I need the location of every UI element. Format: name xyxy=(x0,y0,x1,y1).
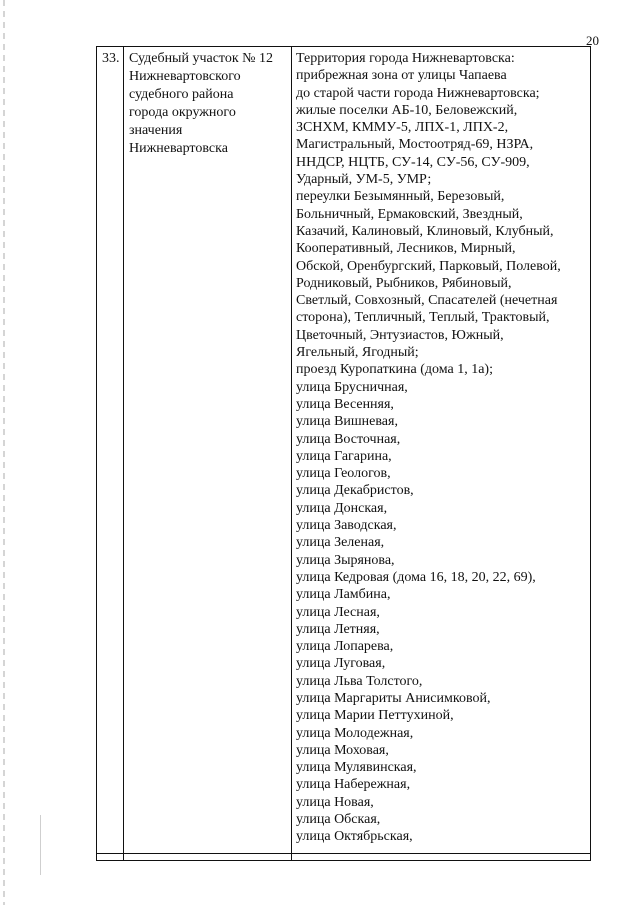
court-districts-table xyxy=(96,46,591,861)
territory-line: Магистральный, Мостоотряд-69, НЗРА, xyxy=(296,137,534,153)
territory-description xyxy=(292,47,591,861)
territory-line: улица Новая, xyxy=(296,794,374,810)
territory-line: улица Марии Петтухиной, xyxy=(296,708,454,724)
territory-line: улица Лесная, xyxy=(296,604,380,620)
territory-line: улица Весенняя, xyxy=(296,396,394,412)
territory-line: улица Летняя, xyxy=(296,621,380,637)
scan-edge-artifact xyxy=(3,0,5,905)
territory-line: улица Декабристов, xyxy=(296,483,414,499)
territory-line: Цветочный, Энтузиастов, Южный, xyxy=(296,327,504,343)
territory-line: улица Донская, xyxy=(296,500,388,516)
territory-line: улица Брусничная, xyxy=(296,379,408,395)
territory-line: улица Зеленая, xyxy=(296,535,385,551)
territory-line: Светлый, Совхозный, Спасателей (нечетная xyxy=(296,293,558,309)
territory-line: улица Набережная, xyxy=(296,777,411,793)
territory-line: жилые поселки АБ-10, Беловежский, xyxy=(296,102,518,118)
territory-line: ЗСНХМ, КММУ-5, ЛПХ-1, ЛПХ-2, xyxy=(296,120,509,136)
territory-line: Родниковый, Рыбников, Рябиновый, xyxy=(296,275,512,291)
table-bottom-border xyxy=(96,853,590,854)
table-row xyxy=(97,47,591,861)
territory-line: улица Молодежная, xyxy=(296,725,414,741)
territory-line: улица Луговая, xyxy=(296,656,386,672)
territory-line: улица Гагарина, xyxy=(296,448,392,464)
territory-list xyxy=(296,50,588,846)
territory-line: Больничный, Ермаковский, Звездный, xyxy=(296,206,523,222)
territory-line: Обской, Оренбургский, Парковый, Полевой, xyxy=(296,258,561,274)
territory-line: улица Маргариты Анисимковой, xyxy=(296,690,491,706)
court-district-name: Судебный участок № 12 Нижневартовского судебного района города окружного значения Нижневартовска xyxy=(124,47,292,861)
territory-line: улица Моховая, xyxy=(296,742,389,758)
territory-line: улица Геологов, xyxy=(296,466,391,482)
territory-line: улица Ламбина, xyxy=(296,587,391,603)
row-number: 33. xyxy=(97,47,124,861)
territory-line: ННДСР, НЦТБ, СУ-14, СУ-56, СУ-909, xyxy=(296,154,530,170)
territory-line: улица Зырянова, xyxy=(296,552,395,568)
territory-line: прибрежная зона от улицы Чапаева xyxy=(296,68,507,84)
territory-line: Ягельный, Ягодный; xyxy=(296,345,419,361)
territory-line: улица Обская, xyxy=(296,812,381,828)
territory-line: проезд Куропаткина (дома 1, 1а); xyxy=(296,362,493,378)
territory-line: улица Льва Толстого, xyxy=(296,673,423,689)
territory-line: улица Лопарева, xyxy=(296,639,394,655)
scan-mark-artifact xyxy=(40,815,41,875)
page-number: 20 xyxy=(586,33,599,48)
territory-line: сторона), Тепличный, Теплый, Трактовый, xyxy=(296,310,550,326)
territory-line: Территория города Нижневартовска: xyxy=(296,51,515,66)
territory-line: улица Восточная, xyxy=(296,431,401,447)
territory-line: до старой части города Нижневартовска; xyxy=(296,85,540,101)
territory-line: Ударный, УМ-5, УМР; xyxy=(296,172,432,188)
territory-line: Казачий, Калиновый, Клиновый, Клубный, xyxy=(296,223,554,239)
territory-line: улица Мулявинская, xyxy=(296,760,417,776)
territory-line: улица Заводская, xyxy=(296,518,397,534)
territory-line: улица Октябрьская, xyxy=(296,829,413,845)
territory-line: улица Кедровая (дома 16, 18, 20, 22, 69), xyxy=(296,569,536,585)
territory-line: Кооперативный, Лесников, Мирный, xyxy=(296,241,516,257)
territory-line: переулки Безымянный, Березовый, xyxy=(296,189,505,205)
territory-line: улица Вишневая, xyxy=(296,414,398,430)
